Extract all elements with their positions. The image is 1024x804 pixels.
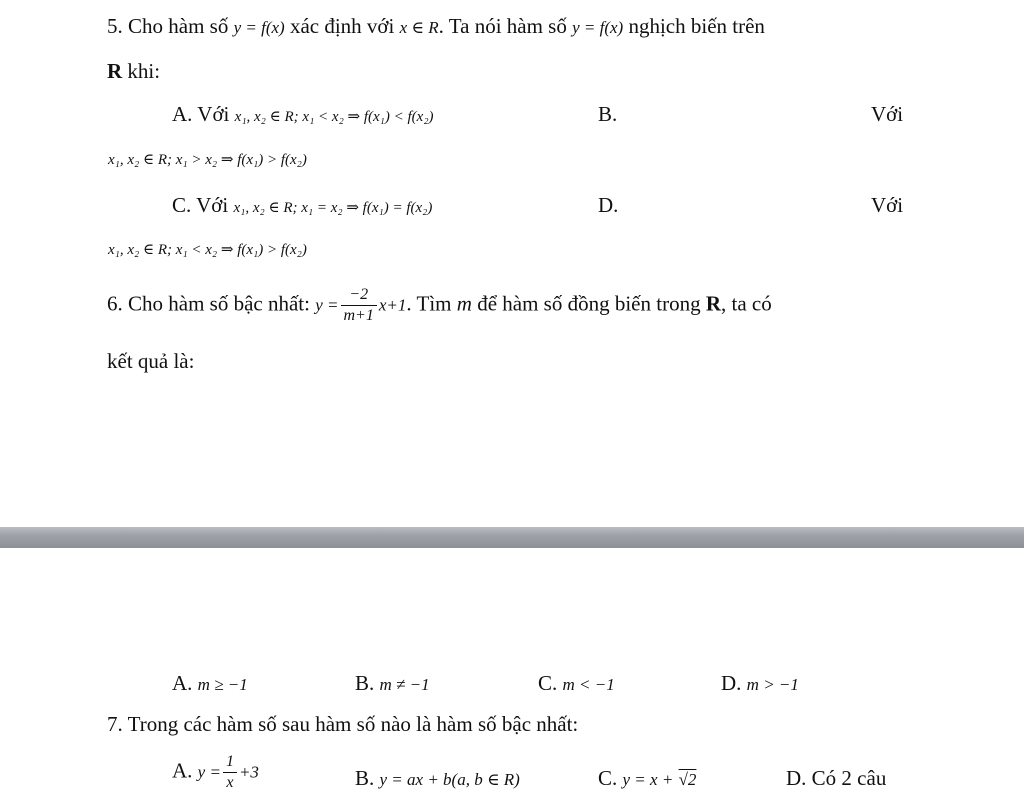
- q6-option-d: [721, 671, 799, 696]
- q6-option-d-label: D.: [721, 671, 742, 695]
- q6-bold-R: R: [705, 291, 721, 316]
- document-page-2: [0, 548, 1024, 804]
- q6-option-b: [355, 671, 430, 696]
- q5-khi: khi:: [127, 59, 161, 83]
- q5-option-d-voi: Với: [871, 193, 904, 217]
- q6-frac-num: −2: [341, 285, 377, 306]
- q6-frac-den: m+1: [343, 307, 374, 324]
- q7-option-b-expr: y = ax + b(a, b ∈ R): [379, 770, 520, 789]
- page-break: [0, 527, 1024, 548]
- q7-option-a-label: A.: [172, 758, 193, 783]
- q6-option-d-expr: m > −1: [746, 675, 799, 694]
- q7-option-a: [172, 752, 259, 793]
- q5-bold-R: R: [107, 59, 123, 83]
- q5-option-c-expr: x₁, x₂ ∈ R; x₁ = x₂ ⇒ f(x₁) = f(x₂): [233, 200, 433, 216]
- q6-text-1: . Tìm: [406, 291, 452, 316]
- q6-fraction: [341, 285, 377, 326]
- q7-option-d-label: D.: [786, 766, 807, 790]
- q7-option-b: [355, 766, 520, 791]
- q6-var-m: m: [456, 291, 472, 316]
- q5-option-a-label: A. Với: [172, 102, 230, 126]
- q5-mid: xác định với: [289, 14, 395, 38]
- q6-option-c: [538, 671, 615, 696]
- q6-option-a: [172, 671, 248, 696]
- q7-option-c: [598, 766, 696, 791]
- q5-option-b-voi: Với: [871, 102, 904, 126]
- q5-option-a: [172, 102, 434, 127]
- q5-option-b-expr: x₁, x₂ ∈ R; x₁ > x₂ ⇒ f(x₁) > f(x₂): [108, 152, 307, 168]
- q5-domain: x ∈ R: [399, 18, 439, 37]
- q6-y-eq: y =: [315, 295, 339, 315]
- q7-option-c-label: C.: [598, 766, 618, 790]
- q5-mid2: . Ta nói hàm số: [438, 14, 567, 38]
- q6-text-3: , ta có: [721, 291, 772, 316]
- q7-option-d: [786, 766, 886, 791]
- q7-option-c-pre: y = x +: [622, 770, 674, 789]
- q6-text-2: để hàm số đồng biến trong: [477, 291, 701, 316]
- q7-option-d-text: Có 2 câu: [811, 766, 887, 790]
- q7-option-a-fraction: [223, 752, 237, 793]
- q7-option-c-sqrt: √2: [678, 770, 697, 789]
- q6-lead: 6. Cho hàm số bậc nhất:: [107, 291, 310, 316]
- q5-tail: nghịch biến trên: [628, 14, 765, 38]
- q7-option-a-den: x: [226, 774, 234, 791]
- q7-title: 7. Trong các hàm số sau hàm số nào là hàm số bậc nhất:: [107, 712, 579, 736]
- q6-line-1: [107, 285, 772, 326]
- q5-lead: 5. Cho hàm số: [107, 14, 229, 38]
- q5-fx-1: y = f(x): [233, 18, 285, 37]
- q6-option-b-expr: m ≠ −1: [379, 675, 430, 694]
- q7-option-a-num: 1: [223, 752, 237, 773]
- q5-fx-2: y = f(x): [572, 18, 624, 37]
- q7-option-a-post: +3: [238, 762, 259, 782]
- q5-option-d-label: D.: [598, 193, 619, 217]
- q6-option-b-label: B.: [355, 671, 375, 695]
- q5-option-b-label: B.: [598, 102, 618, 126]
- q5-line-2: [107, 59, 160, 84]
- q7-option-a-pre: y =: [197, 762, 221, 782]
- q6-option-c-expr: m < −1: [562, 675, 615, 694]
- q5-option-c: [172, 193, 432, 218]
- q6-after-frac: x+1: [378, 295, 407, 315]
- q6-option-a-label: A.: [172, 671, 193, 695]
- q5-option-a-expr: x₁, x₂ ∈ R; x₁ < x₂ ⇒ f(x₁) < f(x₂): [234, 109, 434, 125]
- q5-line-1: [107, 14, 765, 39]
- q6-option-c-label: C.: [538, 671, 558, 695]
- q6-option-a-expr: m ≥ −1: [197, 675, 248, 694]
- q5-option-c-label: C. Với: [172, 193, 229, 217]
- q6-line-2: kết quả là:: [107, 349, 195, 373]
- q5-option-d-expr: x₁, x₂ ∈ R; x₁ < x₂ ⇒ f(x₁) > f(x₂): [108, 242, 307, 258]
- q7-option-b-label: B.: [355, 766, 375, 790]
